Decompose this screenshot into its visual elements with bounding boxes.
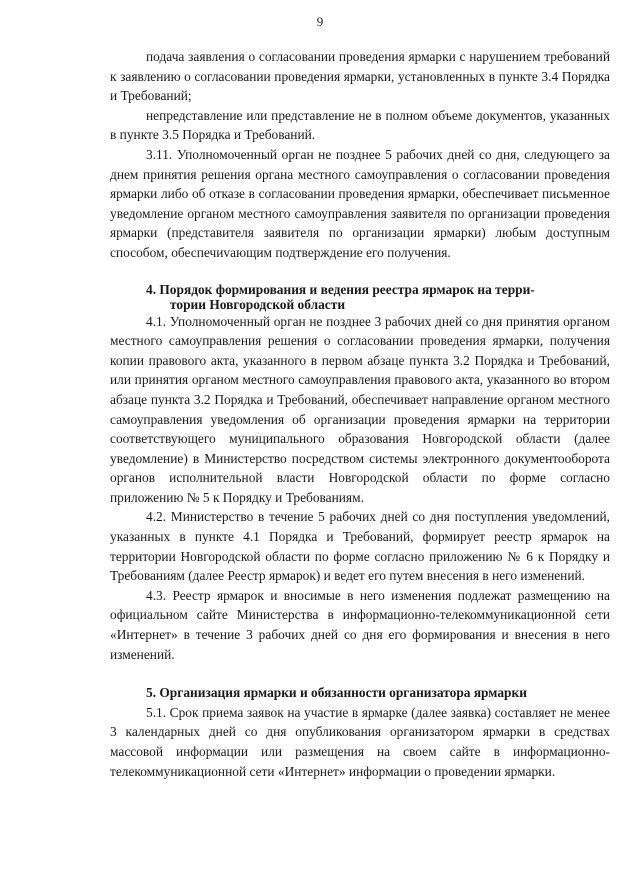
- paragraph-4-3: 4.3. Реестр ярмарок и вносимые в него изменения подлежат размещению на официальном сайте Министерства в информационно-телекоммуникационной сети «Интернет» в течение 3 рабочих дней со дня его формирования и внесения в него изменений.: [110, 587, 610, 662]
- page-number: 9: [316, 14, 324, 29]
- paragraph: подача заявления о согласовании проведения ярмарки с нарушением требований к заявлению о согласовании проведения ярмарки, установленных в пункте 3.4 Порядка и Требований;: [110, 49, 610, 104]
- section-4-heading-line2: тории Новгородской области: [170, 296, 346, 312]
- paragraph-3-11: 3.11. Уполномоченный орган не позднее 5 рабочих дней со дня, следующего за днем принятия решения органа местного самоуправления о согласовании проведения ярмарки либо об отказе в согласовании проведения ярмарки, обеспечивает письменное уведомление органом местного самоуправления заявителя по организации проведения ярмарки (представителя заявителя по организации ярмарки) любым доступным способом, обеспечиvающим подтверждение его получения.: [110, 146, 610, 260]
- paragraph: непредставление или представление не в полном объеме документов, указанных в пункте 3.5 Порядка и Требований.: [110, 107, 610, 143]
- section-5-heading: 5. Организация ярмарки и обязанности организатора ярмарки: [146, 685, 527, 701]
- paragraph-4-2: 4.2. Министерство в течение 5 рабочих дней со дня поступления уведомлений, указанных в пункте 4.1 Порядка и Требований, формирует реестр ярмарок на территории Новгородской области по форме согласно приложению № 6 к Порядку и Требованиям (далее Реестр ярмарок) и ведет его путем внесения в него изменений.: [110, 509, 610, 584]
- document-body: [110, 47, 610, 781]
- section-4-heading: [110, 282, 610, 312]
- paragraph-4-1: 4.1. Уполномоченный орган не позднее 3 рабочих дней со дня принятия органом местного самоуправления решения о согласовании проведения ярмарки, получения копии правового акта, указанного в первом абзаце пункта 3.2 Порядка и Требований, или принятия органом местного самоуправления правового акта, указанного во втором абзаце пункта 3.2 Порядка и Требований, обеспечивает направление органом местного самоуправления уведомления об организации проведения ярмарки на территории соответствующего муниципального образования Новгородской области (далее уведомление) в Министерство посредством системы электронного документооборота органов исполнительной власти Новгородской области по форме согласно приложению № 5 к Порядку и Требованиям.: [110, 313, 610, 505]
- section-4-heading-line1: 4. Порядок формирования и ведения реестра ярмарок на терри-: [146, 281, 535, 297]
- paragraph-5-1: 5.1. Срок приема заявок на участие в ярмарке (далее заявка) составляет не менее 3 календарных дней со дня опубликования организатором ярмарки в средствах массовой информации или размещения на своем сайте в информационно-телекоммуникационной сети «Интернет» информации о проведении ярмарки.: [110, 704, 610, 779]
